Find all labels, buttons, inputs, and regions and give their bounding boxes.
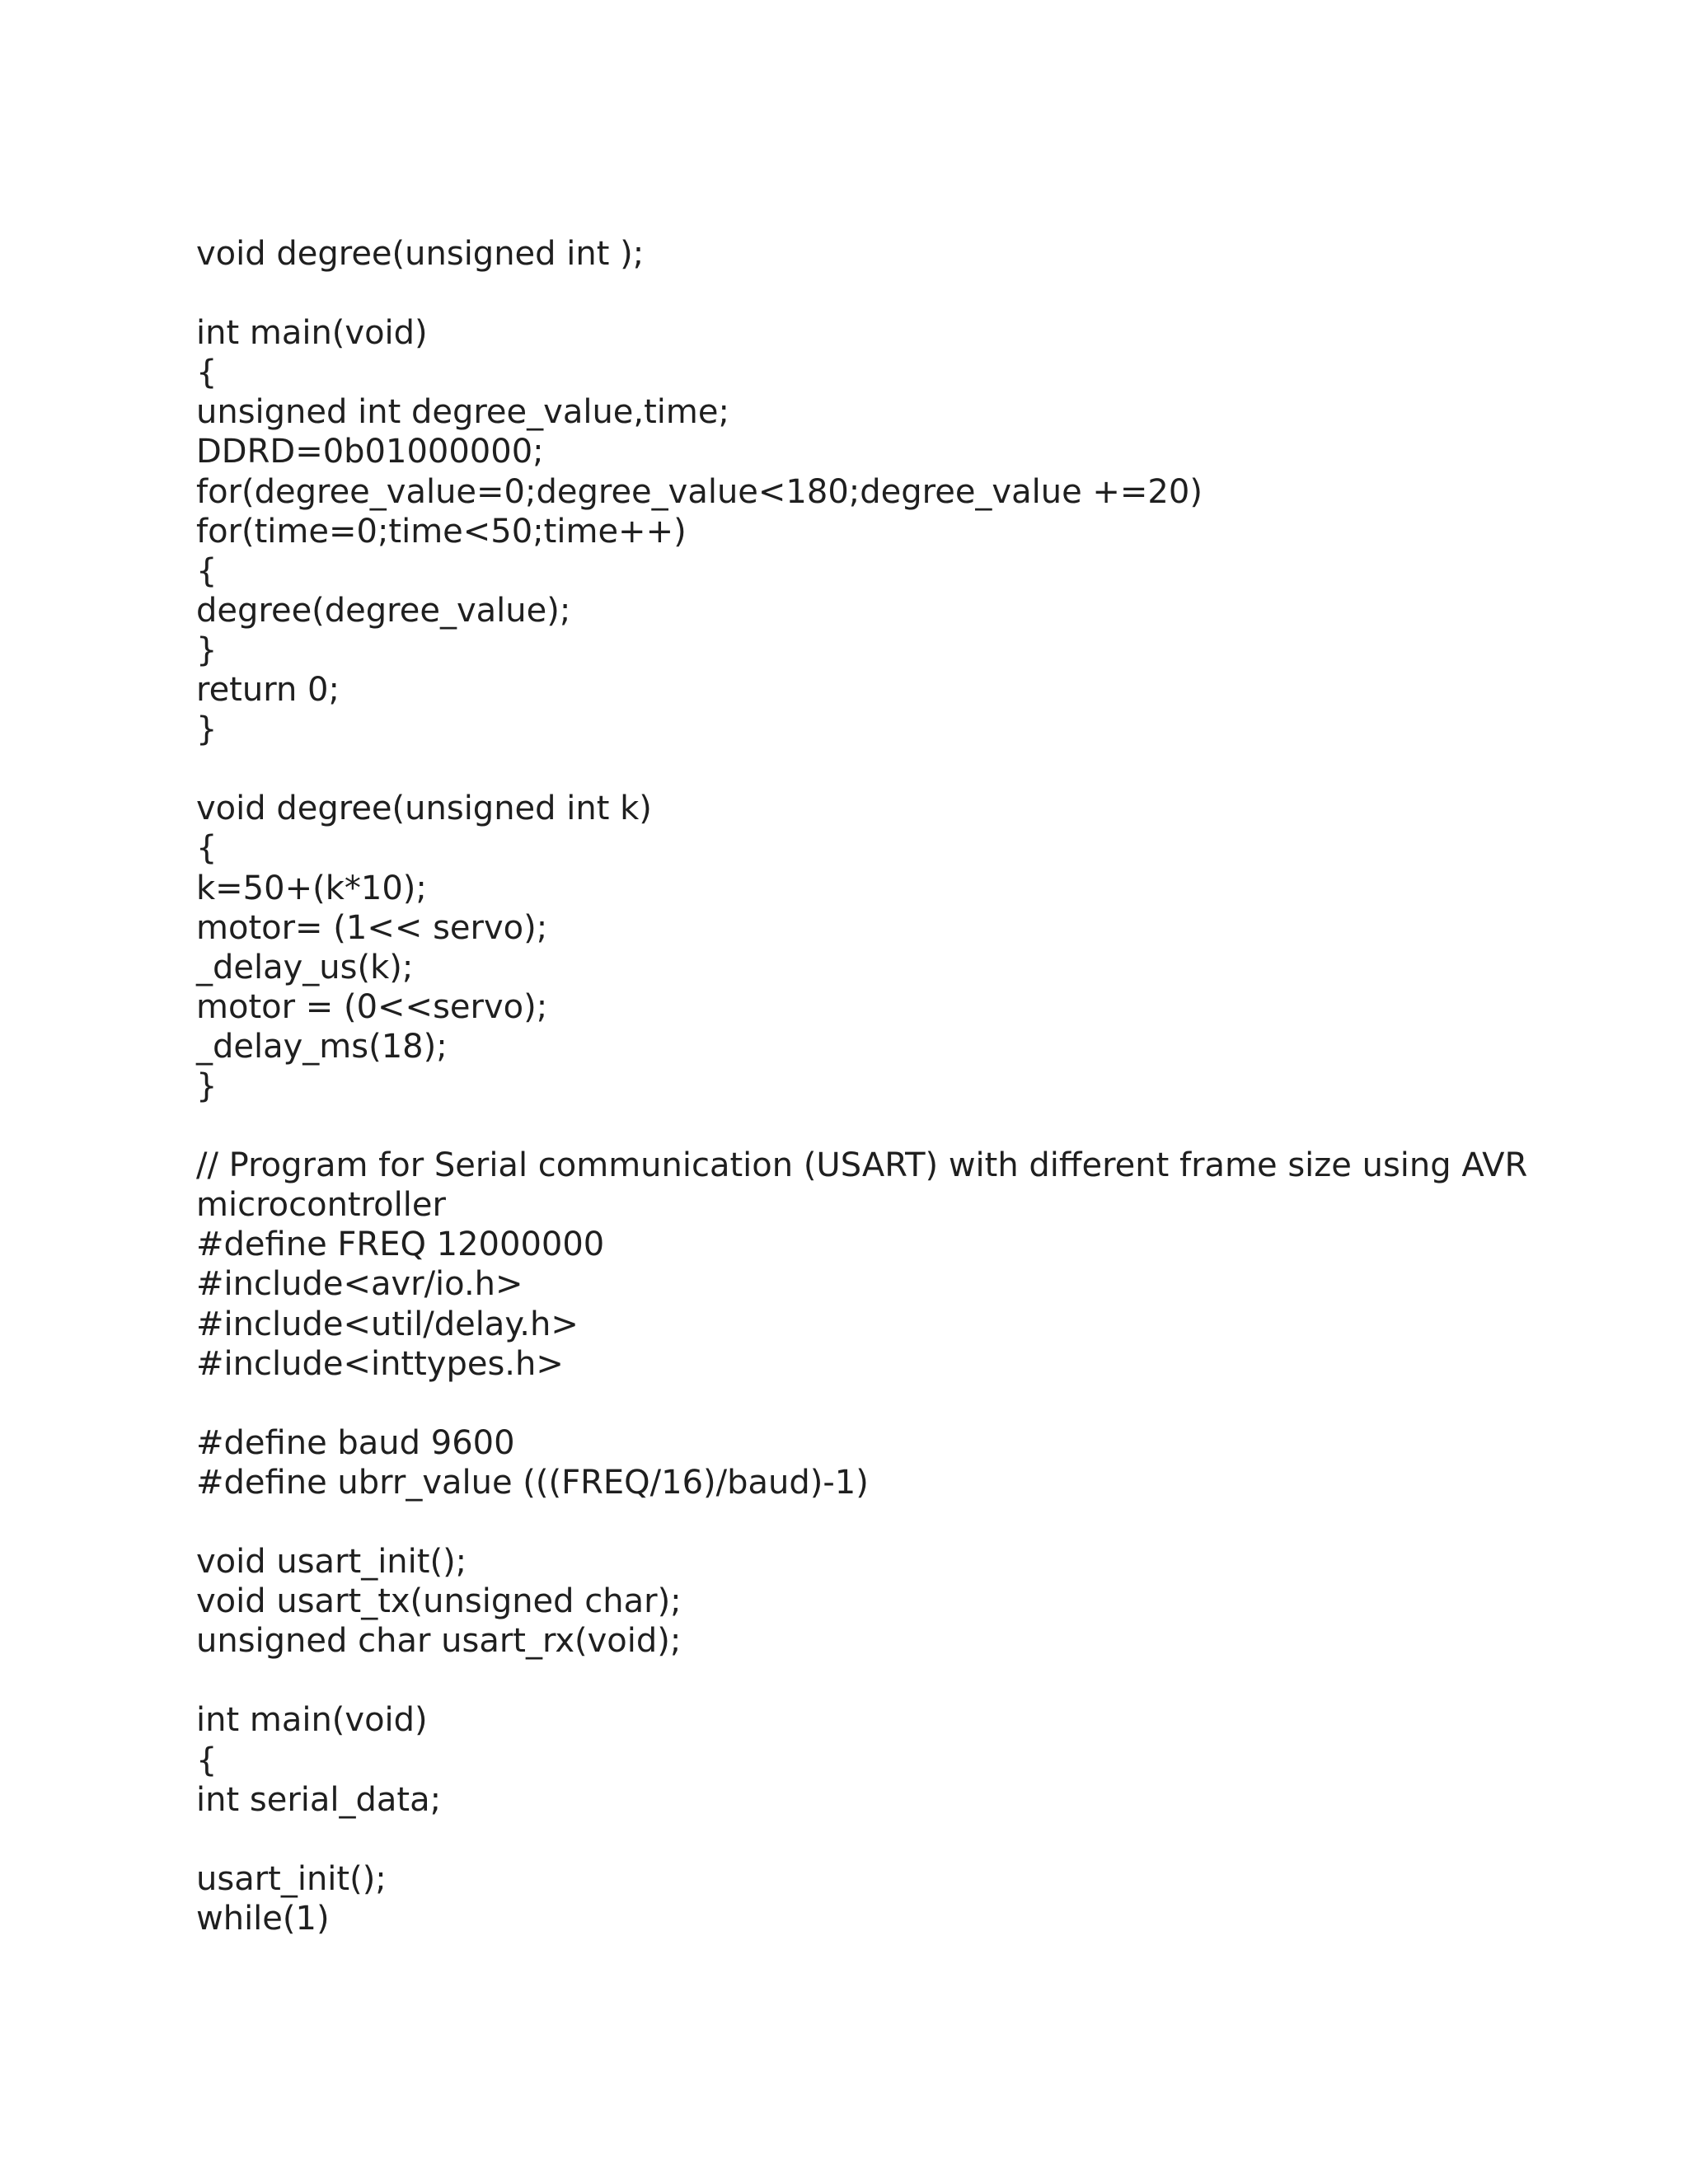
code-line: unsigned int degree_value,time; — [196, 393, 729, 432]
code-line: { — [196, 829, 218, 868]
blank-line — [196, 1661, 1597, 1700]
blank-line — [196, 1820, 1597, 1859]
code-line: DDRD=0b01000000; — [196, 433, 544, 471]
blank-line — [196, 1502, 1597, 1542]
code-line: void usart_tx(unsigned char); — [196, 1582, 682, 1621]
code-line: #define FREQ 12000000 — [196, 1226, 605, 1264]
blank-line — [196, 749, 1597, 789]
code-line: #include<util/delay.h> — [196, 1305, 579, 1343]
code-line: return 0; — [196, 671, 340, 710]
code-line: motor = (0<<servo); — [196, 987, 548, 1026]
code-line: microcontroller — [196, 1186, 446, 1225]
code-line: void usart_init(); — [196, 1543, 467, 1582]
code-line: #include<inttypes.h> — [196, 1344, 564, 1383]
blank-line — [196, 1106, 1597, 1146]
blank-line — [196, 1384, 1597, 1423]
code-line: degree(degree_value); — [196, 591, 571, 630]
code-line: motor= (1<< servo); — [196, 908, 548, 947]
code-listing — [196, 234, 1597, 1938]
code-line: #define baud 9600 — [196, 1423, 515, 1462]
code-line: } — [196, 1066, 218, 1105]
code-line: usart_init(); — [196, 1859, 387, 1898]
code-line: } — [196, 710, 218, 749]
code-line: { — [196, 1741, 218, 1779]
code-line: int serial_data; — [196, 1780, 442, 1819]
code-line: while(1) — [196, 1899, 330, 1938]
code-line: k=50+(k*10); — [196, 869, 427, 907]
code-line: #include<avr/io.h> — [196, 1265, 523, 1304]
code-line: _delay_us(k); — [196, 948, 414, 987]
code-line: unsigned char usart_rx(void); — [196, 1622, 682, 1661]
code-line: _delay_ms(18); — [196, 1027, 448, 1066]
code-line: void degree(unsigned int ); — [196, 235, 645, 273]
code-line: for(time=0;time<50;time++) — [196, 512, 687, 551]
code-line: { — [196, 551, 218, 590]
blank-line — [196, 274, 1597, 313]
code-line: } — [196, 630, 218, 669]
code-line: for(degree_value=0;degree_value<180;degree_value +=20) — [196, 472, 1203, 511]
code-line: #define ubrr_value (((FREQ/16)/baud)-1) — [196, 1463, 869, 1502]
code-line: int main(void) — [196, 314, 428, 353]
code-line: { — [196, 354, 218, 392]
code-line: int main(void) — [196, 1701, 428, 1740]
code-line: // Program for Serial communication (USART) with different frame size using AVR — [196, 1146, 1528, 1185]
code-line: void degree(unsigned int k) — [196, 790, 652, 828]
